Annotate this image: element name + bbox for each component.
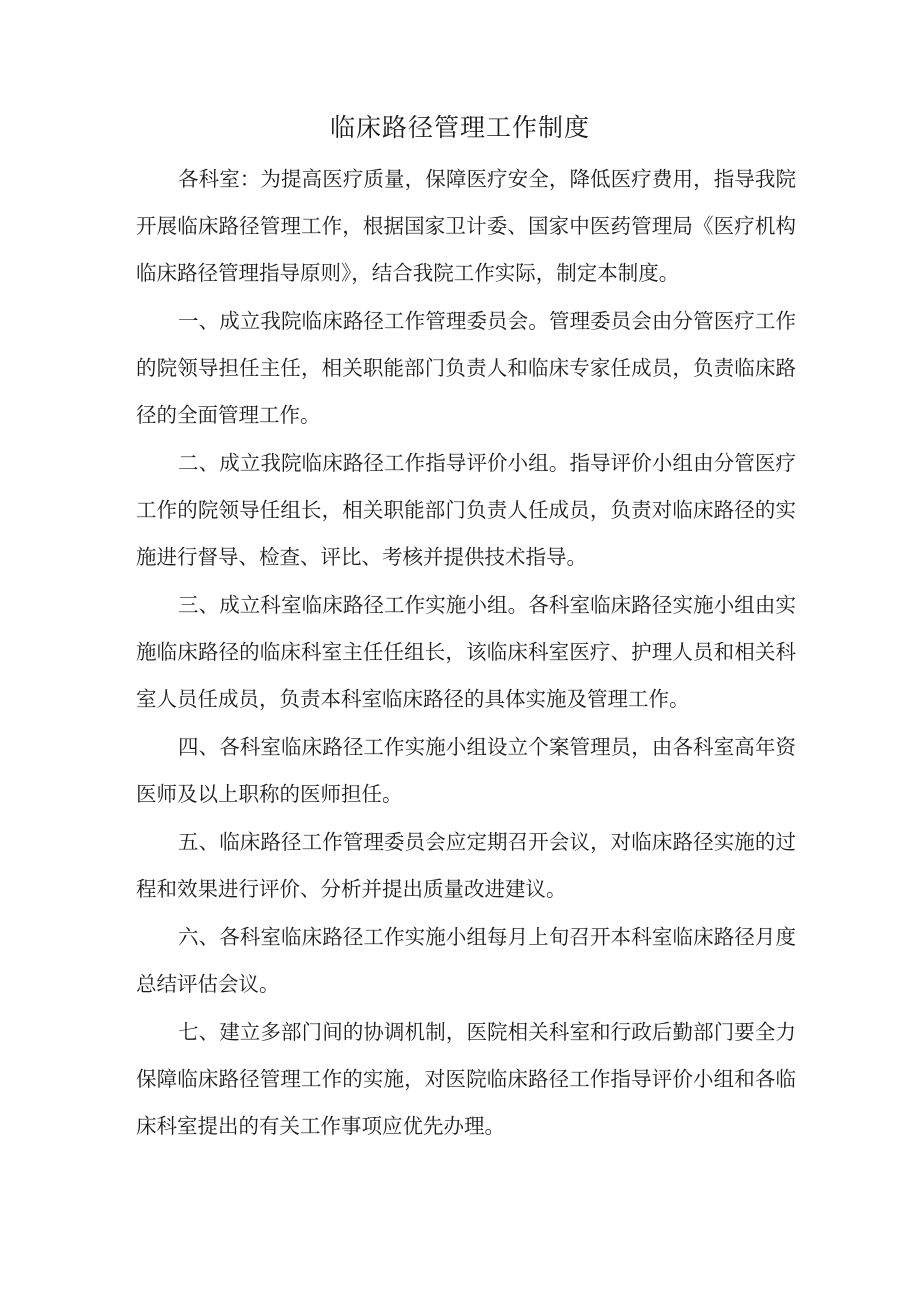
intro-paragraph: 各科室：为提高医疗质量，保障医疗安全，降低医疗费用，指导我院开展临床路径管理工作，根据国家卫计委、国家中医药管理局《医疗机构临床路径管理指导原则》，结合我院工作实际，制定本制度。	[136, 167, 796, 285]
clause-6-paragraph: 六、各科室临床路径工作实施小组每月上旬召开本科室临床路径月度总结评估会议。	[136, 925, 796, 996]
clause-5-paragraph: 五、临床路径工作管理委员会应定期召开会议，对临床路径实施的过程和效果进行评价、分析并提出质量改进建议。	[136, 830, 796, 901]
clause-3-paragraph: 三、成立科室临床路径工作实施小组。各科室临床路径实施小组由实施临床路径的临床科室主任任组长，该临床科室医疗、护理人员和相关科室人员任成员，负责本科室临床路径的具体实施及管理工作。	[136, 593, 796, 711]
clause-7-paragraph: 七、建立多部门间的协调机制，医院相关科室和行政后勤部门要全力保障临床路径管理工作的实施，对医院临床路径工作指导评价小组和各临床科室提出的有关工作事项应优先办理。	[136, 1020, 796, 1138]
clause-1-paragraph: 一、成立我院临床路径工作管理委员会。管理委员会由分管医疗工作的院领导担任主任，相关职能部门负责人和临床专家任成员，负责临床路径的全面管理工作。	[136, 309, 796, 427]
clause-2-paragraph: 二、成立我院临床路径工作指导评价小组。指导评价小组由分管医疗工作的院领导任组长，相关职能部门负责人任成员，负责对临床路径的实施进行督导、检查、评比、考核并提供技术指导。	[136, 451, 796, 569]
clause-4-paragraph: 四、各科室临床路径工作实施小组设立个案管理员，由各科室高年资医师及以上职称的医师担任。	[136, 735, 796, 806]
document-title: 临床路径管理工作制度	[329, 113, 590, 142]
